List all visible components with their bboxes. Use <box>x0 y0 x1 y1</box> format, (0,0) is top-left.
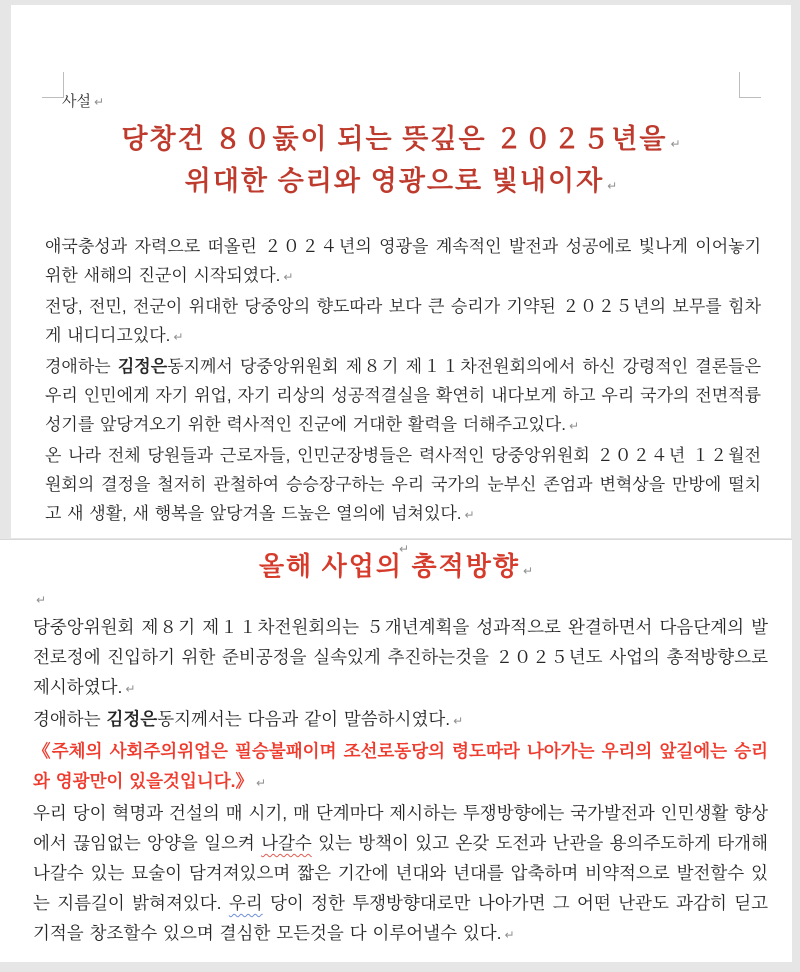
text-segment: 우리 <box>228 893 263 913</box>
paragraph-end-mark: ↵ <box>522 564 534 578</box>
section-title: 올해 사업의 총적방향 <box>258 552 520 581</box>
page1-body <box>11 232 791 530</box>
text-segment: 당중앙위원회 제８기 제１１차전원회의는 ５개년계획을 성과적으로 완결하면서 다음단계의 발전로정에 진입하기 위한 준비공정을 실속있게 추진하는것을 ２０２５년도 사업의 총적방향으로 제시하였다. <box>33 617 768 697</box>
text-segment: 경애하는 <box>45 357 118 376</box>
text-segment: 《주체의 사회주의위업은 필승불패이며 조선로동당의 령도따라 나아가는 우리의 앞길에는 승리와 영광만이 있을것입니다.》 <box>33 741 768 791</box>
paragraph-end-mark: ↵ <box>464 508 475 522</box>
margin-corner-mark-right-icon <box>739 72 761 98</box>
text-segment: 동지께서 당중앙위원회 제８기 제１１차전원회의에서 하신 강령적인 결론들은 우리 인민에게 자기 위업, 자기 리상의 성공적결실을 확연히 내다보게 하고 우리 국가의 전면적륭성기를 앞당겨오기 위한 력사적인 진군에 거대한 활력을 더해주고있다. <box>45 357 761 434</box>
page2-body <box>0 612 792 950</box>
paragraph <box>33 612 768 704</box>
editorial-label-text: 사설 <box>62 93 91 110</box>
empty-paragraph <box>33 592 792 608</box>
document-page-1[interactable] <box>11 5 791 538</box>
text-segment: 김정은 <box>106 709 158 729</box>
text-segment: 당이 정한 투쟁방향대로만 나아가면 그 어떤 난관도 과감히 딛고 기적을 창조할수 있으며 결심한 모든것을 다 이루어낼수 있다. <box>33 893 769 943</box>
paragraph-end-mark: ↵ <box>504 928 515 942</box>
paragraph <box>33 736 768 798</box>
paragraph-end-mark: ↵ <box>36 593 47 607</box>
text-segment: 전당, 전민, 전군이 위대한 당중앙의 향도따라 보다 큰 승리가 기약된 ２０２５년의 보무를 힘차게 내디디고있다. <box>45 297 761 345</box>
section-title-block <box>0 540 792 584</box>
text-segment: 나갈수 <box>261 833 312 853</box>
paragraph <box>45 232 761 292</box>
main-title <box>11 5 791 205</box>
paragraph-end-mark: ↵ <box>607 179 618 193</box>
paragraph-end-mark: ↵ <box>453 714 464 728</box>
paragraph-end-mark: ↵ <box>93 95 105 109</box>
paragraph-end-mark: ↵ <box>125 682 136 696</box>
paragraph-end-mark: ↵ <box>569 419 580 433</box>
editorial-label <box>62 93 104 111</box>
text-segment: 있는 방책이 있고 온갖 도전과 난관을 용의주도하게 타개해나갈수 있는 묘술이 담겨져있으며 짧은 기간에 년대와 년대를 압축하며 비약적으로 발전할수 있는 지름길이 밝혀져있다. <box>33 833 768 913</box>
paragraph <box>45 441 761 530</box>
paragraph-end-mark: ↵ <box>399 542 410 556</box>
text-segment: 우리 당이 혁명과 건설의 매 시기, 매 단계마다 제시하는 투쟁방향에는 국가발전과 인민생활 향상에서 끊임없는 앙양을 일으켜 <box>33 803 768 853</box>
text-segment: 경애하는 <box>33 709 107 729</box>
paragraph-end-mark: ↵ <box>173 330 184 344</box>
text-segment: 동지께서는 다음과 같이 말씀하시였다. <box>157 709 451 729</box>
text-segment: 온 나라 전체 당원들과 근로자들, 인민군장병들은 력사적인 당중앙위원회 ２０２４년 １２월전원회의 결정을 철저히 관철하여 승승장구하는 우리 국가의 눈부신 존엄과 변혁상을 만방에 떨치고 새 생활, 새 행복을 앞당겨올 드높은 열의에 넘쳐있다. <box>45 446 761 523</box>
text-segment: 애국충성과 자력으로 떠올린 ２０２４년의 영광을 계속적인 발전과 성공에로 빛나게 이어놓기 위한 새해의 진군이 시작되였다. <box>45 237 761 285</box>
paragraph <box>45 352 761 441</box>
document-page-2[interactable] <box>0 539 792 962</box>
paragraph <box>33 798 768 950</box>
paragraph-end-mark: ↵ <box>670 137 681 151</box>
paragraph <box>45 292 761 352</box>
text-segment: 김정은 <box>117 357 168 376</box>
main-title-line-1: 당창건 ８０돐이 되는 뜻깊은 ２０２５년을 ↵ <box>121 124 681 154</box>
paragraph-end-mark: ↵ <box>283 270 294 284</box>
paragraph-end-mark: ↵ <box>256 776 267 790</box>
margin-corner-mark-left-icon <box>42 72 64 98</box>
main-title-line-2: 위대한 승리와 영광으로 빛내이자 ↵ <box>184 166 618 196</box>
paragraph <box>33 704 768 736</box>
